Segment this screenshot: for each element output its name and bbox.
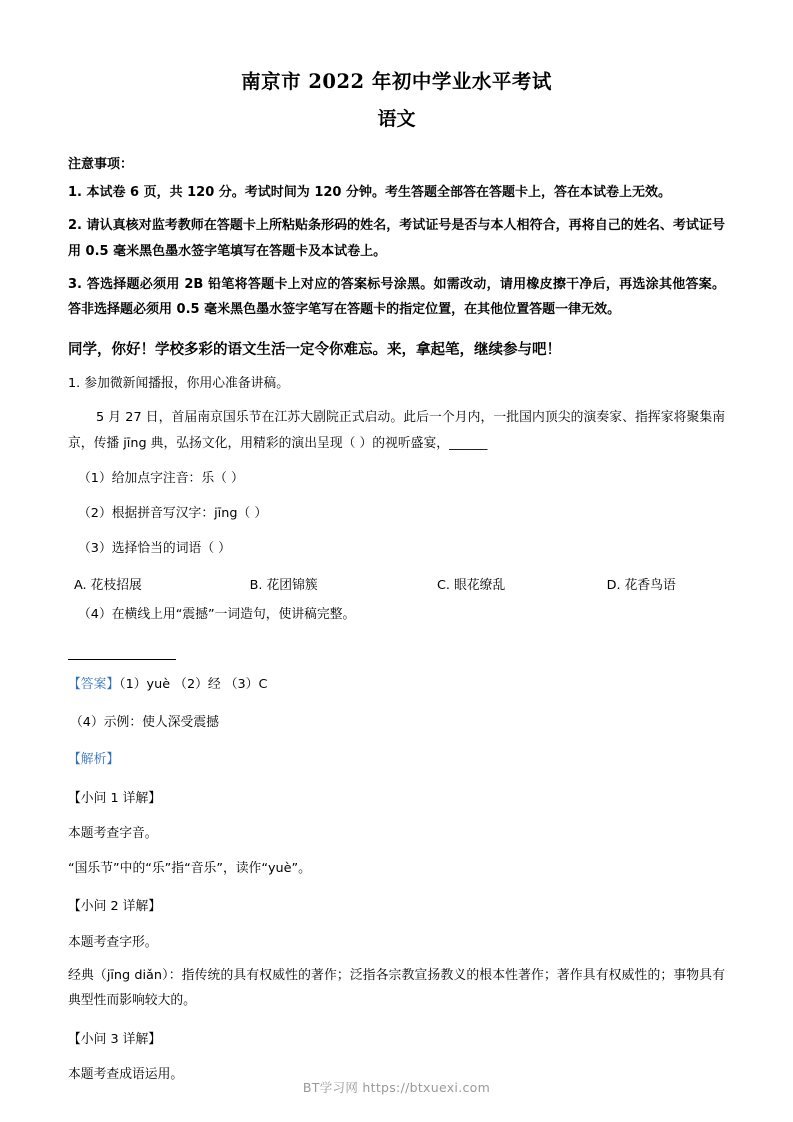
greeting-text: 同学，你好！学校多彩的语文生活一定令你难忘。来，拿起笔，继续参与吧！ <box>68 341 561 358</box>
notice-heading: 注意事项： <box>68 157 134 172</box>
question-1-passage: 5 月 27 日，首届南京国乐节在江苏大剧院正式启动。此后一个月内，一批国内顶尖的演奏家、指挥家将聚集南京，传播 jīng 典，弘扬文化，用精彩的演出呈现（ ）的视听盛宴，______ <box>68 409 725 451</box>
option-d[interactable]: D. 花香鸟语 <box>606 578 676 594</box>
sub-answer-head-1: 【小问 1 详解】 <box>68 790 162 806</box>
option-a[interactable]: A. 花枝招展 <box>74 578 142 594</box>
sub-answer-head-2: 【小问 2 详解】 <box>68 899 162 915</box>
sub-answer-head-3: 【小问 3 详解】 <box>68 1031 162 1047</box>
notice-item-3: 3. 答选择题必须用 2B 铅笔将答题卡上对应的答案标号涂黑。如需改动，请用橡皮擦干净后，再选涂其他答案。答非选择题必须用 0.5 毫米黑色墨水签字笔写在答题卡的指定位置，在其他位置答题一律无效。 <box>68 277 725 318</box>
footer-watermark: BT学习网 https://btxuexi.com <box>302 1080 491 1095</box>
answer-line-4: （4）示例：使人深受震撼 <box>70 714 219 730</box>
sub-answer-1-line-1: 本题考查字音。 <box>68 825 158 841</box>
sub-answer-1-line-2: “国乐节”中的“乐”指“音乐”，读作“yuè”。 <box>68 861 311 877</box>
page-title: 南京市 2022 年初中学业水平考试 <box>241 70 552 93</box>
option-c[interactable]: C. 眼花缭乱 <box>436 578 506 594</box>
analysis-tag-row <box>68 748 725 772</box>
question-1-stem: 1. 参加微新闻播报，你用心准备讲稿。 <box>68 375 290 391</box>
question-1-sub-2: （2）根据拼音写汉字：jīng（ ） <box>78 506 268 522</box>
question-1-sub-4: （4）在横线上用“震撼”一词造句，使讲稿完整。 <box>78 607 356 623</box>
notice-item-1: 1. 本试卷 6 页，共 120 分。考试时间为 120 分钟。考生答题全部答在答题卡上，答在本试卷上无效。 <box>68 185 671 200</box>
question-1-sub-1: （1）给加点字注音：乐（ ） <box>78 471 244 487</box>
sub-answer-2-line-2: 经典（jīng diǎn）：指传统的具有权威性的著作；泛指各宗教宣扬教义的根本性著作；著作具有权威性的；事物具有典型性而影响较大的。 <box>68 968 725 1009</box>
sub-answer-2-line-1: 本题考查字形。 <box>68 934 158 950</box>
question-1-options <box>68 574 725 593</box>
sub-answer-3-line-1: 本题考查成语运用。 <box>68 1067 184 1083</box>
answer-tag: 【答案】 <box>68 677 120 693</box>
section-divider <box>68 658 176 660</box>
analysis-tag: 【解析】 <box>68 752 120 768</box>
answer-row <box>68 672 725 698</box>
page-subtitle: 语文 <box>377 108 416 130</box>
notice-item-2: 2. 请认真核对监考教师在答题卡上所粘贴条形码的姓名，考试证号是否与本人相符合，再将自己的姓名、考试证号用 0.5 毫米黑色墨水签字笔填写在答题卡及本试卷上。 <box>68 218 725 259</box>
question-1-sub-3: （3）选择恰当的词语（ ） <box>78 541 231 557</box>
option-b[interactable]: B. 花团锦簇 <box>249 578 318 594</box>
answer-items: （1）yuè （2）经 （3）C <box>119 677 268 693</box>
